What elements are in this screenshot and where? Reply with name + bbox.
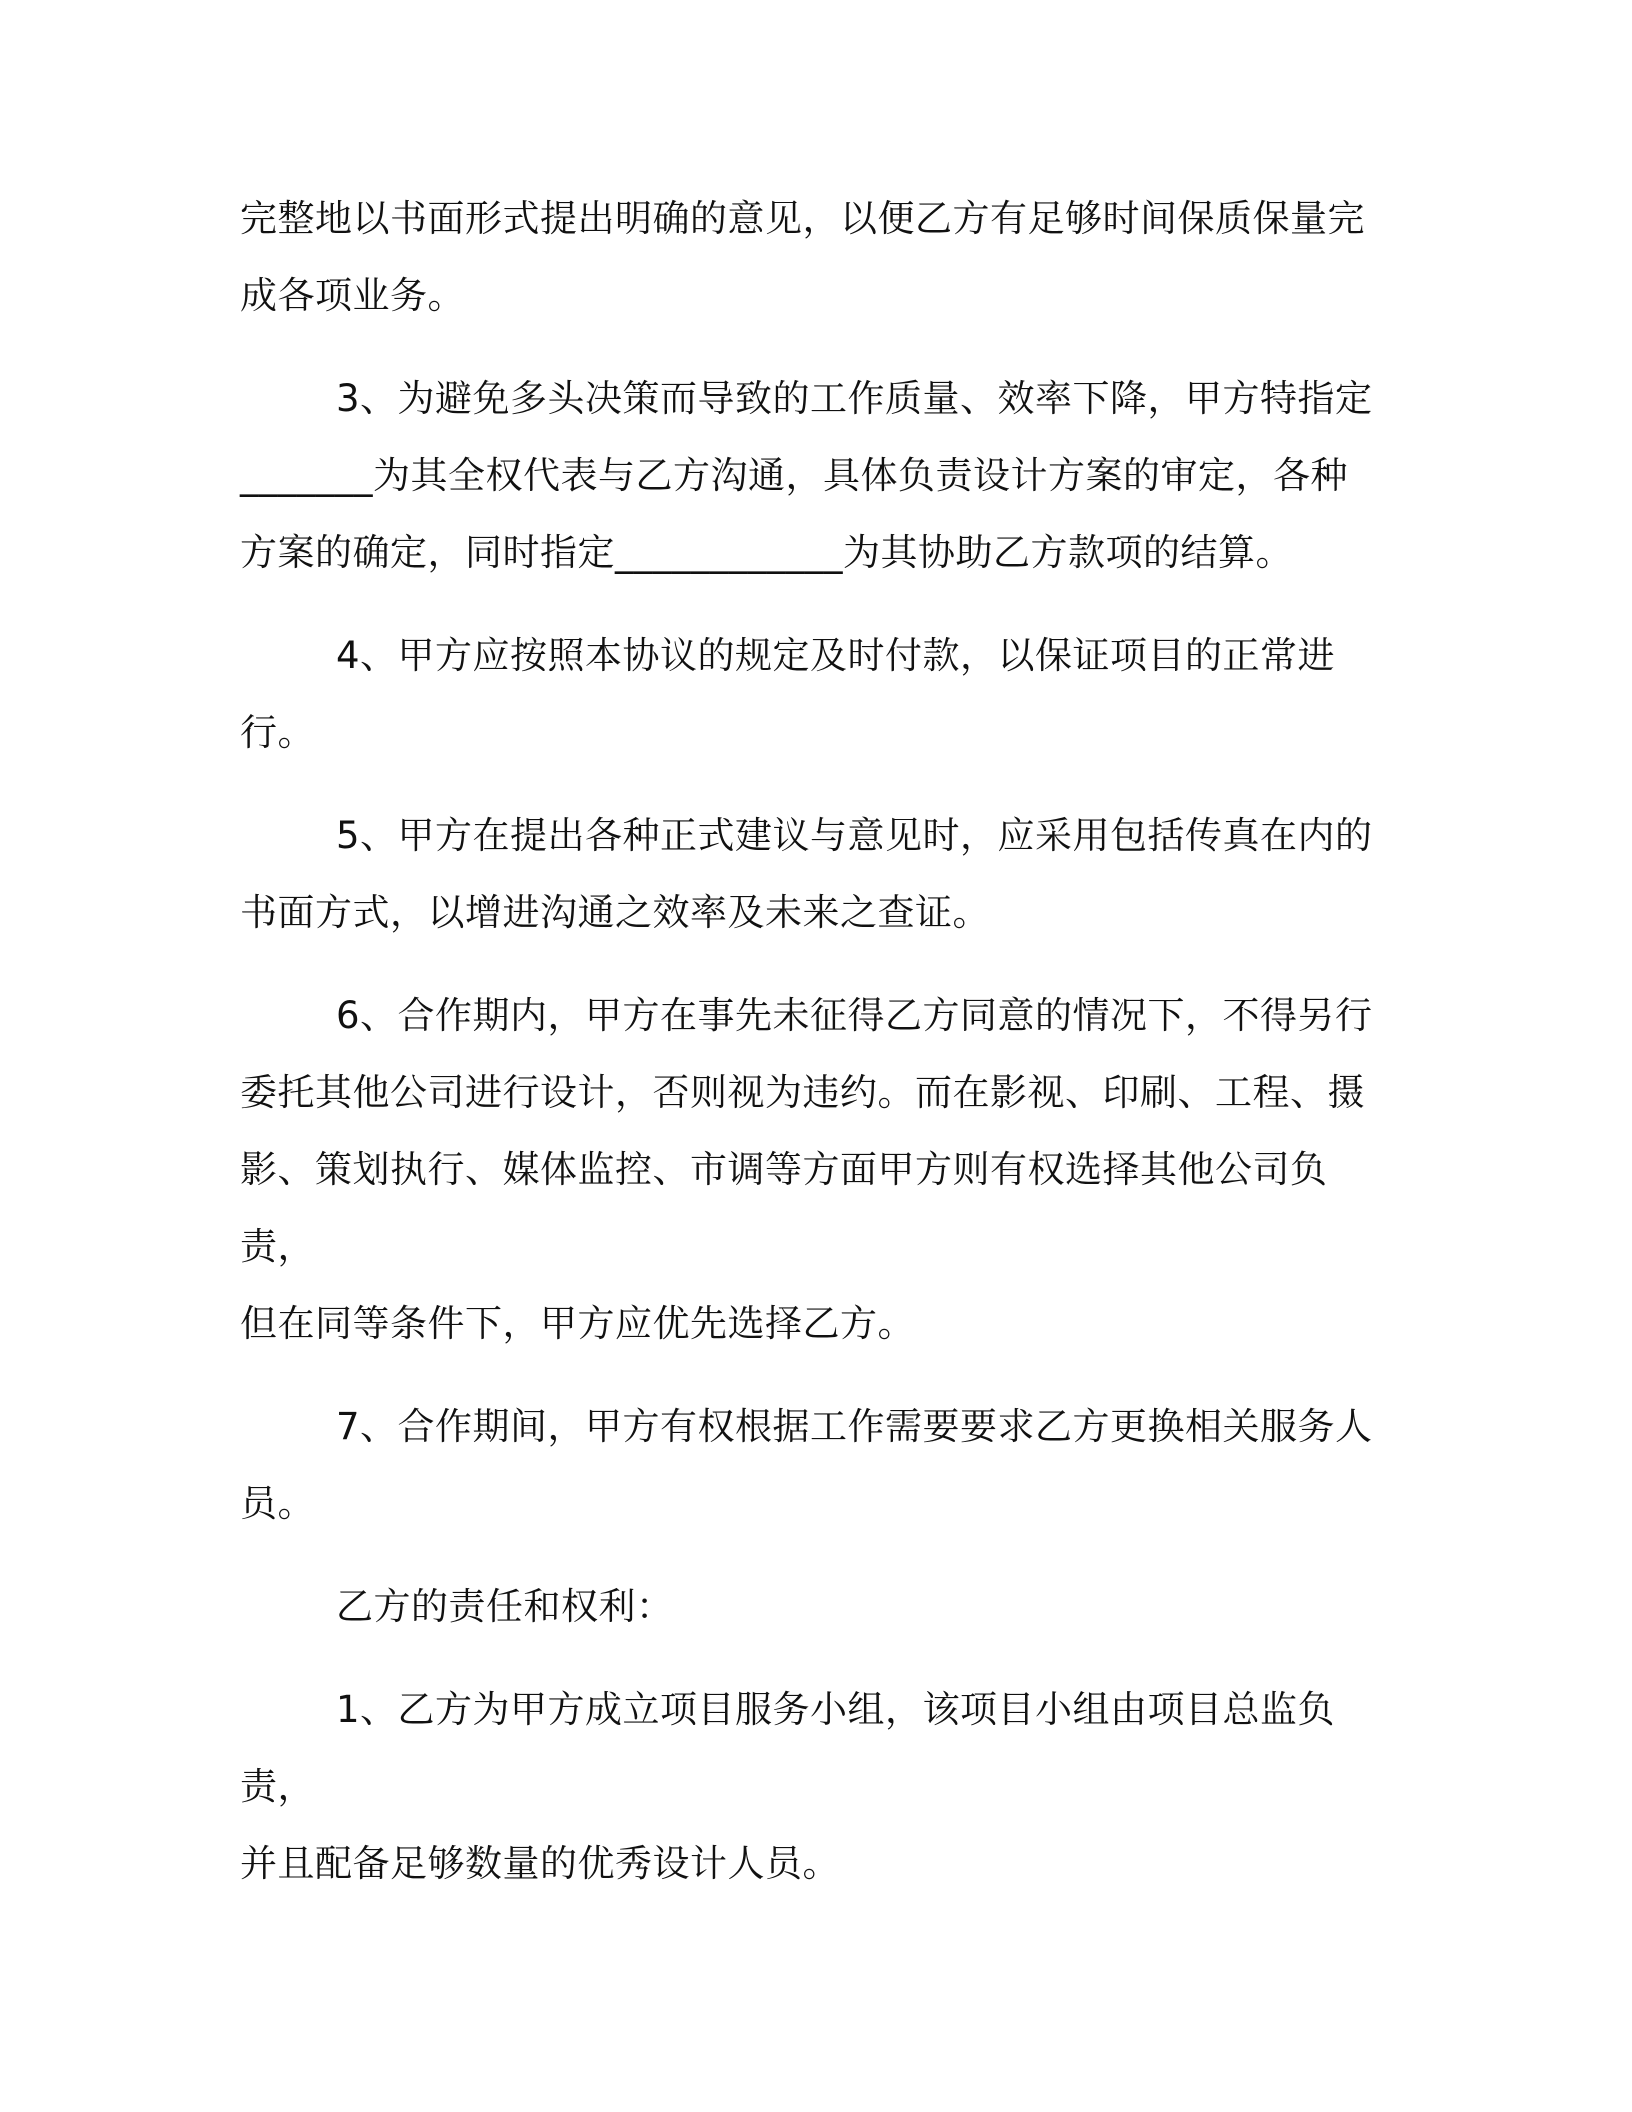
paragraph-line: 书面方式，以增进沟通之效率及未来之查证。 xyxy=(240,891,990,934)
paragraph-line: 并且配备足够数量的优秀设计人员。 xyxy=(240,1842,840,1885)
paragraph-line: 4、甲方应按照本协议的规定及时付款，以保证项目的正常进行。 xyxy=(240,634,1336,754)
section-heading-party-b xyxy=(240,1568,1400,1645)
paragraph-clause-5 xyxy=(240,797,1400,951)
paragraph-clause-3 xyxy=(240,360,1400,591)
document-body xyxy=(240,180,1400,1928)
paragraph-line: 完整地以书面形式提出明确的意见，以便乙方有足够时间保质保量完 xyxy=(240,197,1365,240)
paragraph-line: 委托其他公司进行设计，否则视为违约。而在影视、印刷、工程、摄 xyxy=(240,1071,1365,1114)
paragraph-line: 1、乙方为甲方成立项目服务小组，该项目小组由项目总监负责， xyxy=(240,1688,1336,1808)
paragraph-line: _______为其全权代表与乙方沟通，具体负责设计方案的审定，各种 xyxy=(240,454,1348,497)
paragraph-clause-4 xyxy=(240,617,1400,771)
paragraph-clause-7 xyxy=(240,1388,1400,1542)
paragraph-party-b-clause-1 xyxy=(240,1671,1400,1902)
paragraph-line: 成各项业务。 xyxy=(240,274,465,317)
paragraph-clause-6 xyxy=(240,977,1400,1362)
paragraph-line: 5、甲方在提出各种正式建议与意见时，应采用包括传真在内的 xyxy=(336,814,1373,857)
paragraph-line: 3、为避免多头决策而导致的工作质量、效率下降，甲方特指定 xyxy=(336,377,1373,420)
paragraph-line: 但在同等条件下，甲方应优先选择乙方。 xyxy=(240,1302,915,1345)
paragraph-line: 7、合作期间，甲方有权根据工作需要要求乙方更换相关服务人 xyxy=(336,1405,1373,1448)
paragraph-line: 方案的确定，同时指定____________为其协助乙方款项的结算。 xyxy=(240,531,1293,574)
paragraph-line: 乙方的责任和权利： xyxy=(336,1585,674,1628)
paragraph-line: 影、策划执行、媒体监控、市调等方面甲方则有权选择其他公司负责， xyxy=(240,1148,1328,1268)
paragraph-line: 6、合作期内，甲方在事先未征得乙方同意的情况下，不得另行 xyxy=(336,994,1373,1037)
paragraph-continuation xyxy=(240,180,1400,334)
paragraph-line: 员。 xyxy=(240,1482,315,1525)
